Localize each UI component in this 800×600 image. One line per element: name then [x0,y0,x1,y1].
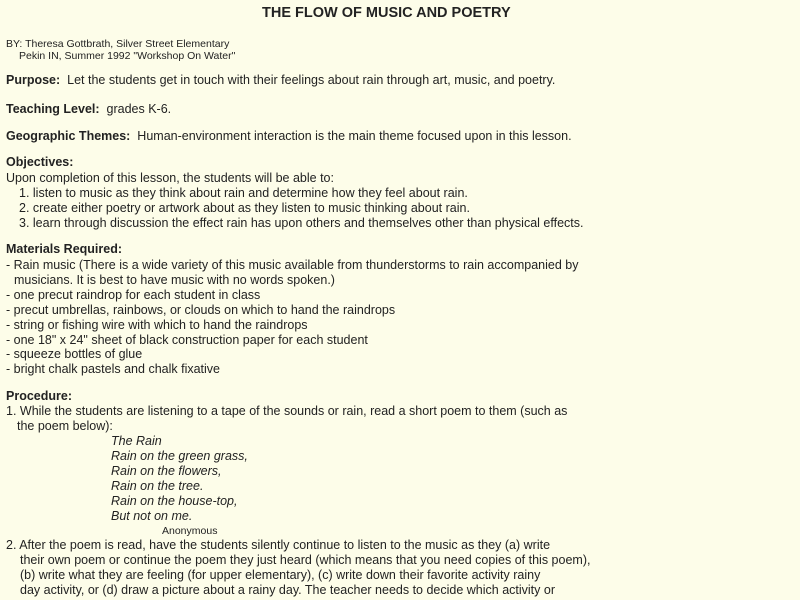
material-item: - bright chalk pastels and chalk fixative [6,362,220,376]
teaching-level-text: grades K-6. [106,102,172,116]
materials-heading: Materials Required: [6,242,123,256]
material-item: - precut umbrellas, rainbows, or clouds on which to hand the raindrops [6,303,396,317]
poem-title: The Rain [111,434,162,448]
procedure-step-2-continued: their own poem or continue the poem they just heard (which means that you need copies of this poem), [20,553,591,567]
procedure-step-1-continued: the poem below): [17,419,113,433]
procedure-step-2: 2. After the poem is read, have the students silently continue to listen to the music as they (a) write [6,538,551,552]
procedure-step-1: 1. While the students are listening to a tape of the sounds or rain, read a short poem to them (such as [6,404,568,418]
procedure-step-2-continued: day activity, or (d) draw a picture about a rainy day. The teacher needs to decide which activity or [20,583,555,597]
teaching-level-label: Teaching Level: [6,102,100,116]
procedure-step-2-continued: (b) write what they are feeling (for upper elementary), (c) write down their favorite activity rainy [20,568,541,582]
teaching-level-section [6,102,171,117]
objective-item: 3. learn through discussion the effect rain has upon others and themselves other than physical effects. [19,216,584,230]
material-item: - one 18" x 24" sheet of black construction paper for each student [6,333,368,347]
themes-section [6,129,572,144]
material-item: - one precut raindrop for each student in class [6,288,261,302]
objectives-heading: Objectives: [6,155,74,169]
themes-label: Geographic Themes: [6,129,131,143]
material-item-continued: musicians. It is best to have music with no words spoken.) [14,273,335,287]
purpose-text: Let the students get in touch with their feelings about rain through art, music, and poetry. [67,73,556,87]
purpose-section [6,73,555,88]
objective-item: 2. create either poetry or artwork about as they listen to music thinking about rain. [19,201,470,215]
themes-text: Human-environment interaction is the main theme focused upon in this lesson. [137,129,572,143]
poem-line: Rain on the tree. [111,479,204,493]
poem-author: Anonymous [162,525,218,537]
procedure-heading: Procedure: [6,389,72,403]
page-title: THE FLOW OF MUSIC AND POETRY [262,5,511,21]
poem-line: Rain on the flowers, [111,464,222,478]
poem-line: Rain on the green grass, [111,449,248,463]
material-item: - Rain music (There is a wide variety of this music available from thunderstorms to rain accompanied by [6,258,579,272]
byline-author: BY: Theresa Gottbrath, Silver Street Elementary [6,38,230,50]
poem-line: Rain on the house-top, [111,494,238,508]
purpose-label: Purpose: [6,73,61,87]
objectives-intro: Upon completion of this lesson, the students will be able to: [6,171,334,185]
byline-workshop: Pekin IN, Summer 1992 "Workshop On Water" [19,50,236,62]
material-item: - string or fishing wire with which to hand the raindrops [6,318,308,332]
material-item: - squeeze bottles of glue [6,347,143,361]
poem-line: But not on me. [111,509,193,523]
objective-item: 1. listen to music as they think about rain and determine how they feel about rain. [19,186,468,200]
